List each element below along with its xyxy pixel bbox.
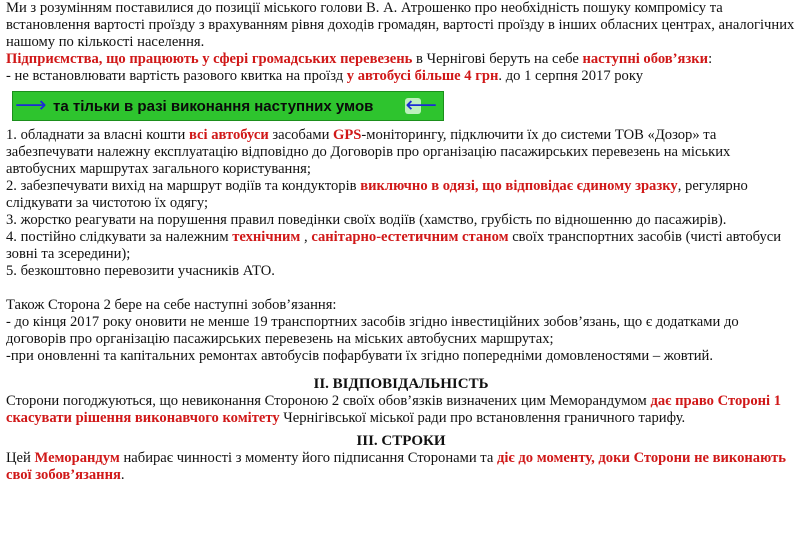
conditions-banner [12, 91, 444, 121]
condition-2-text: 2. забезпечувати вихід на маршрут водіїв та кондукторів [6, 178, 361, 194]
condition-2 [6, 178, 796, 212]
condition-4-text-c: своїх транспортних засобів (чисті автобуси зовні та зсередини); [6, 229, 782, 262]
section-3-period: . [120, 467, 125, 483]
condition-5-text: 5. безкоштовно перевозити учасників АТО. [6, 263, 275, 279]
all-buses-highlight: всі автобуси [188, 127, 269, 143]
section-3-text-b: набирає чинності з моменту його підписання Сторонами та [119, 450, 497, 466]
section-2-text: Сторони погоджуються, що невиконання Стороною 2 своїх обов’язків визначених цим Меморандумом [6, 393, 651, 409]
obligations-highlight: наступні обов’язки [582, 51, 709, 67]
section-3-body [6, 450, 796, 484]
section-3-heading: ІІІ. СТРОКИ [356, 433, 446, 449]
condition-1-text-c: -моніторингу, підключити їх до системи ТОВ «Дозор» та забезпечувати належну експлуатацію відповідно до Договорів про організацію пасажирських перевезень на міських автобусних маршрутах загального користування; [6, 127, 731, 177]
condition-4 [6, 229, 796, 263]
condition-2-text-b: , регулярно слідкувати за чистотою їх одягу; [6, 178, 748, 211]
memorandum-highlight: Меморандум [34, 450, 120, 466]
condition-4-text: 4. постійно слідкувати за належним [6, 229, 233, 245]
price-text: - не встановлювати вартість разового квитка на проїзд [6, 68, 347, 84]
section-2-text-b: Чернігівської міської ради про встановлення граничного тарифу. [279, 410, 686, 426]
condition-3-text: 3. жорстко реагувати на порушення правил поведінки своїх водіїв (хамство, грубість по відношенню до пасажирів). [6, 212, 727, 228]
condition-3 [6, 212, 796, 229]
left-arrow-icon: ⟵ [405, 93, 437, 118]
validity-highlight: діє до моменту, доки Сторони не виконають свої зобов’язання [6, 450, 786, 483]
section-2-body [6, 393, 796, 427]
intro-text: Ми з розумінням поставилися до позиції міського голови В. А. Атрошенко про необхідність пошуку компромісу та встановлення вартості проїзду з врахуванням рівня доходів громадян, вартості проїзду в інших обласних центрах, аналогічних нашому по кількості населення. [6, 0, 795, 50]
price-deadline: . до 1 серпня 2017 року [498, 68, 644, 84]
condition-5 [6, 263, 796, 280]
condition-1-text-b: засобами [268, 127, 334, 143]
side2-item-2-text: -при оновленні та капітальних ремонтах автобусів пофарбувати їх згідно попередніми домовленостями – жовтий. [6, 348, 713, 364]
side2-lead [6, 297, 796, 314]
condition-1-text: 1. обладнати за власні кошти [6, 127, 189, 143]
cancel-right-highlight: дає право Стороні 1 скасувати рішення виконавчого комітету [6, 393, 782, 426]
side2-item-1 [6, 314, 796, 348]
obligation-colon: : [708, 51, 713, 67]
price-obligation [6, 68, 796, 85]
side2-item-2 [6, 348, 796, 365]
condition-4-sep: , [300, 229, 312, 245]
gps-highlight: GPS [333, 127, 362, 143]
memorandum-document [6, 0, 796, 484]
intro-paragraph [6, 0, 796, 51]
uniform-highlight: виключно в одязі, що відповідає єдиному зразку [360, 178, 678, 194]
side2-item-1-text: - до кінця 2017 року оновити не менше 19 транспортних засобів згідно інвестиційних зобов’язань, що є додатками до договорів про організацію пасажирських перевезень на міських автобусних маршрутах; [6, 314, 739, 347]
section-2-heading: ІІ. ВІДПОВІДАЛЬНІСТЬ [313, 376, 489, 392]
technical-highlight: технічним [232, 229, 301, 245]
spacer [6, 280, 796, 297]
obligation-text: в Чернігові беруть на себе [412, 51, 583, 67]
banner-text: та тільки в разі виконання наступних умов [53, 98, 374, 115]
obligation-paragraph [6, 51, 796, 68]
side2-lead-text: Також Сторона 2 бере на себе наступні зобов’язання: [6, 297, 337, 313]
enterprises-highlight: Підприємства, що працюють у сфері громадських перевезень [6, 51, 413, 67]
condition-1 [6, 127, 796, 178]
right-arrow-icon: ⟶ [15, 93, 47, 118]
section-3-text: Цей [6, 450, 35, 466]
sanitary-highlight: санітарно-естетичним станом [311, 229, 509, 245]
price-highlight: у автобусі більше 4 грн [346, 68, 499, 84]
